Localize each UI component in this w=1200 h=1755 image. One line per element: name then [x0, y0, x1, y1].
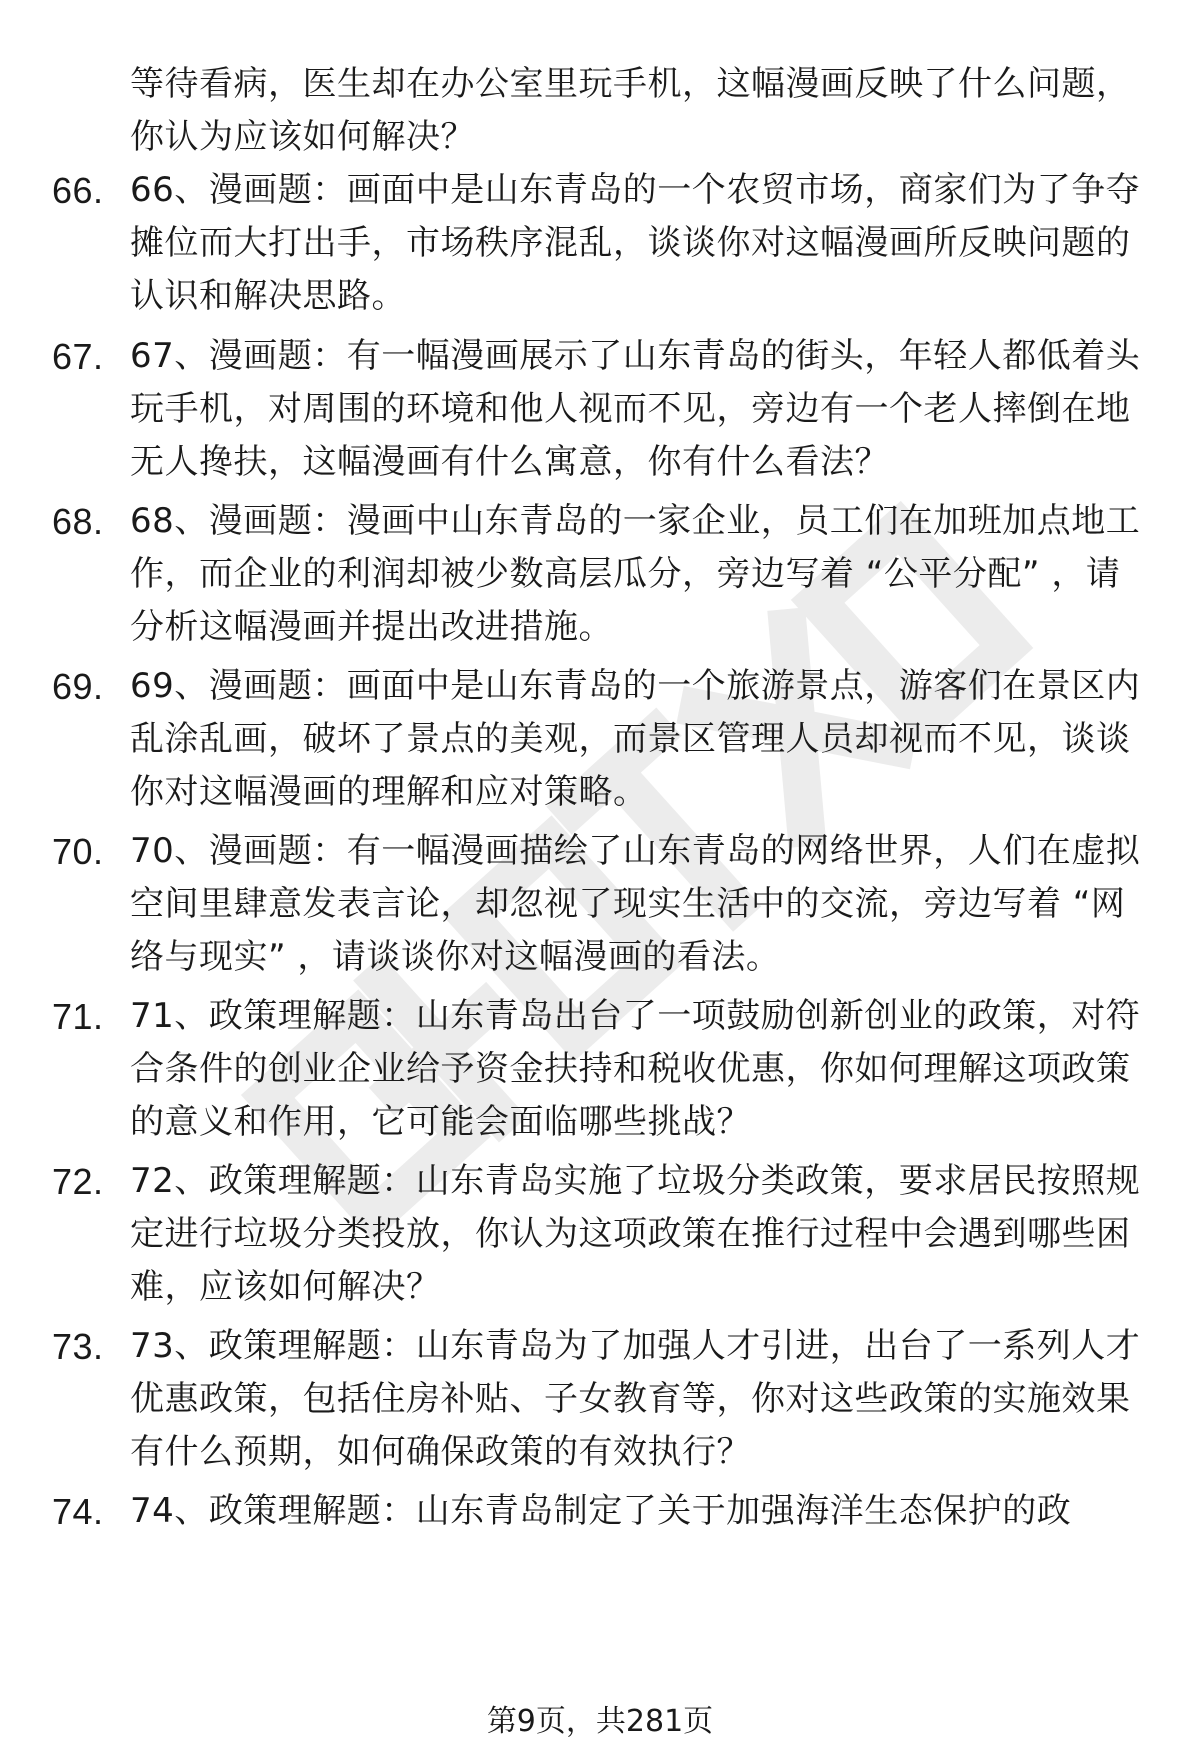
item-number: 73. [52, 1326, 104, 1367]
item-number: 69. [52, 666, 104, 707]
item-number: 67. [52, 336, 104, 377]
item-number: 74. [52, 1491, 104, 1532]
item-number: 66. [52, 170, 104, 211]
item-text: 66、漫画题：画面中是山东青岛的一个农贸市场，商家们为了争夺摊位而大打出手，市场秩序混乱，谈谈你对这幅漫画所反映问题的认识和解决思路。 [130, 170, 1141, 316]
item-text: 72、政策理解题：山东青岛实施了垃圾分类政策，要求居民按照规定进行垃圾分类投放，你认为这项政策在推行过程中会遇到哪些困难，应该如何解决？ [130, 1161, 1141, 1307]
page-footer: 第9页，共281页 [486, 1704, 714, 1739]
item-text: 73、政策理解题：山东青岛为了加强人才引进，出台了一系列人才优惠政策，包括住房补贴、子女教育等，你对这些政策的实施效果有什么预期，如何确保政策的有效执行？ [130, 1326, 1141, 1472]
item-text: 71、政策理解题：山东青岛出台了一项鼓励创新创业的政策，对符合条件的创业企业给予资金扶持和税收优惠，你如何理解这项政策的意义和作用，它可能会面临哪些挑战？ [130, 996, 1141, 1142]
item-text: 70、漫画题：有一幅漫画描绘了山东青岛的网络世界，人们在虚拟空间里肆意发表言论，却忽视了现实生活中的交流，旁边写着 “网络与现实” ，请谈谈你对这幅漫画的看法。 [130, 831, 1141, 977]
item-number: 70. [52, 831, 104, 872]
continuation-paragraph: 等待看病，医生却在办公室里玩手机，这幅漫画反映了什么问题，你认为应该如何解决？ [130, 64, 1131, 157]
item-text: 69、漫画题：画面中是山东青岛的一个旅游景点，游客们在景区内乱涂乱画，破坏了景点的美观，而景区管理人员却视而不见，谈谈你对这幅漫画的理解和应对策略。 [130, 666, 1141, 812]
item-number: 68. [52, 501, 104, 542]
item-number: 71. [52, 996, 104, 1037]
item-number: 72. [52, 1161, 104, 1202]
item-text: 68、漫画题：漫画中山东青岛的一家企业，员工们在加班加点地工作，而企业的利润却被少数高层瓜分，旁边写着 “公平分配” ，请分析这幅漫画并提出改进措施。 [130, 501, 1141, 647]
item-text: 67、漫画题：有一幅漫画展示了山东青岛的街头，年轻人都低着头玩手机，对周围的环境和他人视而不见，旁边有一个老人摔倒在地无人搀扶，这幅漫画有什么寓意，你有什么看法？ [130, 336, 1141, 482]
item-text: 74、政策理解题：山东青岛制定了关于加强海洋生态保护的政 [130, 1491, 1072, 1531]
